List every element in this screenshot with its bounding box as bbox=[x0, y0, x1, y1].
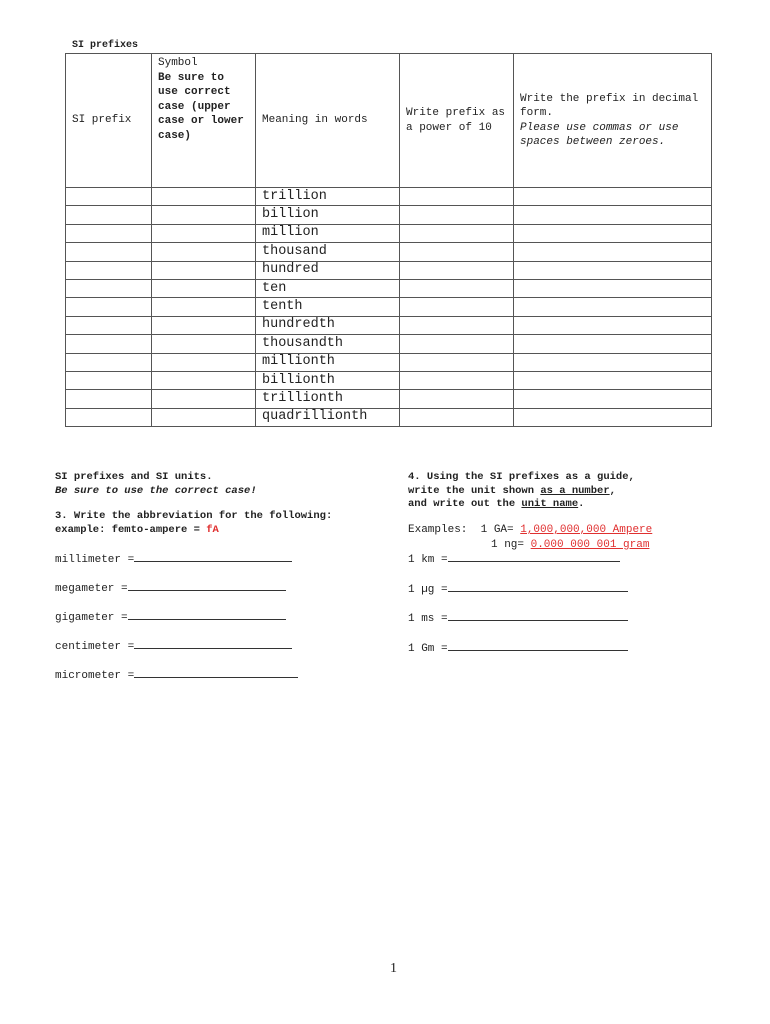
section4-line2 bbox=[408, 484, 616, 498]
section4-line3-emphasis: unit name bbox=[521, 498, 579, 510]
section4-line1: 4. Using the SI prefixes as a guide, bbox=[408, 471, 635, 483]
symbol-cell[interactable] bbox=[152, 390, 256, 408]
meaning-cell: tenth bbox=[256, 298, 400, 316]
table-row bbox=[66, 243, 712, 261]
prefix-cell[interactable] bbox=[66, 335, 152, 353]
section3-example-prefix: example: femto-ampere = bbox=[55, 524, 207, 536]
table-row bbox=[66, 206, 712, 224]
prefix-cell[interactable] bbox=[66, 390, 152, 408]
abbrev-item-label: megameter = bbox=[55, 583, 128, 595]
prefix-cell[interactable] bbox=[66, 298, 152, 316]
abbrev-item-label: micrometer = bbox=[55, 670, 135, 682]
table-row bbox=[66, 298, 712, 316]
header-symbol bbox=[152, 54, 256, 188]
header-power: Write prefix as a power of 10 bbox=[400, 54, 514, 188]
symbol-cell[interactable] bbox=[152, 408, 256, 426]
power-cell[interactable] bbox=[400, 206, 514, 224]
meaning-cell: hundredth bbox=[256, 316, 400, 334]
meaning-cell: thousand bbox=[256, 243, 400, 261]
section3-subtitle: Be sure to use the correct case! bbox=[55, 485, 257, 497]
meaning-cell: quadrillionth bbox=[256, 408, 400, 426]
decimal-cell[interactable] bbox=[514, 188, 712, 206]
si-prefix-table bbox=[65, 53, 712, 427]
table-body bbox=[66, 188, 712, 427]
unit-item-label: 1 µg = bbox=[408, 584, 448, 596]
symbol-cell[interactable] bbox=[152, 224, 256, 242]
decimal-cell[interactable] bbox=[514, 298, 712, 316]
table-row bbox=[66, 261, 712, 279]
example2-rhs: 0.000 000 001 gram bbox=[530, 539, 650, 551]
prefix-cell[interactable] bbox=[66, 316, 152, 334]
answer-line[interactable] bbox=[134, 639, 292, 649]
unit-item bbox=[408, 552, 620, 566]
abbrev-item-label: centimeter = bbox=[55, 641, 135, 653]
meaning-cell: trillion bbox=[256, 188, 400, 206]
power-cell[interactable] bbox=[400, 335, 514, 353]
page-number: 1 bbox=[390, 961, 397, 976]
abbrev-item bbox=[55, 610, 286, 624]
power-cell[interactable] bbox=[400, 243, 514, 261]
unit-item bbox=[408, 611, 628, 625]
power-cell[interactable] bbox=[400, 298, 514, 316]
answer-line[interactable] bbox=[448, 552, 620, 562]
prefix-cell[interactable] bbox=[66, 224, 152, 242]
symbol-cell[interactable] bbox=[152, 188, 256, 206]
power-cell[interactable] bbox=[400, 224, 514, 242]
header-decimal-label: Write the prefix in decimal form. bbox=[520, 92, 699, 119]
abbrev-item-label: millimeter = bbox=[55, 554, 135, 566]
prefix-cell[interactable] bbox=[66, 408, 152, 426]
unit-item bbox=[408, 582, 628, 596]
decimal-cell[interactable] bbox=[514, 353, 712, 371]
section4-line2-text: write the unit shown bbox=[408, 485, 541, 497]
decimal-cell[interactable] bbox=[514, 408, 712, 426]
meaning-cell: billionth bbox=[256, 371, 400, 389]
unit-item bbox=[408, 641, 628, 655]
table-row bbox=[66, 390, 712, 408]
header-symbol-note: Be sure to use correct case (upper case or lower case) bbox=[158, 71, 244, 142]
example2-lhs: 1 ng= bbox=[491, 539, 531, 551]
header-symbol-label: Symbol bbox=[158, 57, 198, 69]
abbrev-item bbox=[55, 581, 286, 595]
section3-example bbox=[55, 523, 219, 537]
power-cell[interactable] bbox=[400, 371, 514, 389]
section4-example1 bbox=[408, 524, 652, 536]
table-row bbox=[66, 224, 712, 242]
decimal-cell[interactable] bbox=[514, 206, 712, 224]
prefix-cell[interactable] bbox=[66, 188, 152, 206]
section4-example2 bbox=[491, 539, 649, 551]
answer-line[interactable] bbox=[448, 641, 628, 651]
answer-line[interactable] bbox=[128, 581, 286, 591]
decimal-cell[interactable] bbox=[514, 390, 712, 408]
answer-line[interactable] bbox=[128, 610, 286, 620]
power-cell[interactable] bbox=[400, 279, 514, 297]
answer-line[interactable] bbox=[448, 611, 628, 621]
table-header-row bbox=[66, 54, 712, 188]
table-row bbox=[66, 335, 712, 353]
table-row bbox=[66, 353, 712, 371]
meaning-cell: million bbox=[256, 224, 400, 242]
decimal-cell[interactable] bbox=[514, 261, 712, 279]
table-row bbox=[66, 316, 712, 334]
symbol-cell[interactable] bbox=[152, 335, 256, 353]
symbol-cell[interactable] bbox=[152, 298, 256, 316]
decimal-cell[interactable] bbox=[514, 316, 712, 334]
section3-example-answer: fA bbox=[206, 524, 219, 536]
symbol-cell[interactable] bbox=[152, 353, 256, 371]
section4-line3 bbox=[408, 497, 584, 511]
table-row bbox=[66, 279, 712, 297]
unit-item-label: 1 Gm = bbox=[408, 643, 448, 655]
meaning-cell: millionth bbox=[256, 353, 400, 371]
section4-line3-punct: . bbox=[578, 498, 585, 510]
power-cell[interactable] bbox=[400, 390, 514, 408]
decimal-cell[interactable] bbox=[514, 243, 712, 261]
prefix-cell[interactable] bbox=[66, 279, 152, 297]
symbol-cell[interactable] bbox=[152, 316, 256, 334]
section4-line2-punct: , bbox=[609, 485, 616, 497]
table-row bbox=[66, 408, 712, 426]
header-decimal bbox=[514, 54, 712, 188]
power-cell[interactable] bbox=[400, 353, 514, 371]
power-cell[interactable] bbox=[400, 261, 514, 279]
prefix-cell[interactable] bbox=[66, 353, 152, 371]
answer-line[interactable] bbox=[134, 552, 292, 562]
unit-item-label: 1 km = bbox=[408, 554, 448, 566]
abbrev-item bbox=[55, 639, 292, 653]
meaning-cell: hundred bbox=[256, 261, 400, 279]
power-cell[interactable] bbox=[400, 188, 514, 206]
symbol-cell[interactable] bbox=[152, 261, 256, 279]
header-si-prefix: SI prefix bbox=[66, 54, 152, 188]
answer-line[interactable] bbox=[134, 668, 298, 678]
abbrev-item bbox=[55, 668, 298, 682]
symbol-cell[interactable] bbox=[152, 243, 256, 261]
answer-line[interactable] bbox=[448, 582, 628, 592]
unit-item-label: 1 ms = bbox=[408, 613, 448, 625]
section4-line2-emphasis: as a number bbox=[540, 485, 610, 497]
power-cell[interactable] bbox=[400, 316, 514, 334]
prefix-cell[interactable] bbox=[66, 371, 152, 389]
header-decimal-note: Please use commas or use spaces between zeroes. bbox=[520, 121, 679, 148]
meaning-cell: billion bbox=[256, 206, 400, 224]
power-cell[interactable] bbox=[400, 408, 514, 426]
symbol-cell[interactable] bbox=[152, 206, 256, 224]
decimal-cell[interactable] bbox=[514, 224, 712, 242]
meaning-cell: ten bbox=[256, 279, 400, 297]
symbol-cell[interactable] bbox=[152, 279, 256, 297]
abbrev-item-label: gigameter = bbox=[55, 612, 128, 624]
abbrev-item bbox=[55, 552, 292, 566]
symbol-cell[interactable] bbox=[152, 371, 256, 389]
section4-line3-text: and write out the bbox=[408, 498, 522, 510]
decimal-cell[interactable] bbox=[514, 371, 712, 389]
table-title: SI prefixes bbox=[72, 40, 139, 51]
prefix-cell[interactable] bbox=[66, 206, 152, 224]
decimal-cell[interactable] bbox=[514, 335, 712, 353]
examples-label: Examples: bbox=[408, 524, 468, 536]
header-meaning: Meaning in words bbox=[256, 54, 400, 188]
decimal-cell[interactable] bbox=[514, 279, 712, 297]
meaning-cell: trillionth bbox=[256, 390, 400, 408]
section3-instruction: 3. Write the abbreviation for the following: bbox=[55, 510, 333, 522]
example1-lhs: 1 GA= bbox=[480, 524, 521, 536]
meaning-cell: thousandth bbox=[256, 335, 400, 353]
example1-rhs: 1,000,000,000 Ampere bbox=[520, 524, 653, 536]
section3-title: SI prefixes and SI units. bbox=[55, 471, 213, 483]
prefix-cell[interactable] bbox=[66, 261, 152, 279]
table-row bbox=[66, 188, 712, 206]
table-row bbox=[66, 371, 712, 389]
prefix-cell[interactable] bbox=[66, 243, 152, 261]
